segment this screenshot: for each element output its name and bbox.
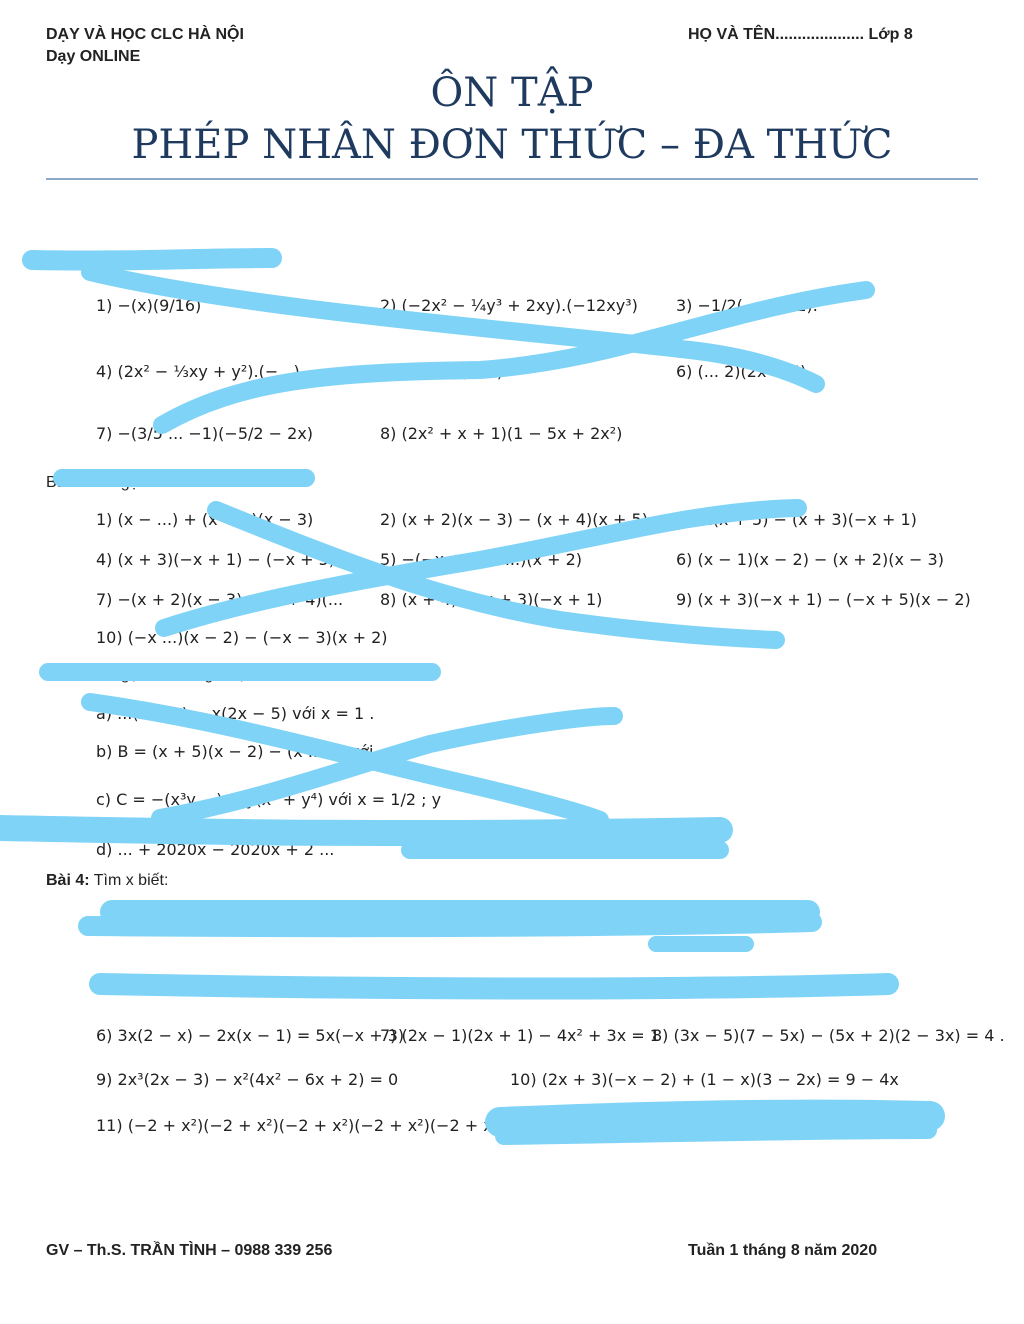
bai2-item-5: 5) −(−x + 5)(x ...)(x + 2) xyxy=(380,550,583,569)
school-name: DẠY VÀ HỌC CLC HÀ NỘI xyxy=(46,26,244,43)
bai2-item-8: 8) (x + 4)(... x + 3)(−x + 1) xyxy=(380,590,603,609)
bai2-item-1: 1) (x − ...) + (x + 2)(x − 3) xyxy=(96,510,314,529)
bai1-item-2: 2) (−2x² − ¼y³ + 2xy).(−12xy³) xyxy=(380,296,638,315)
bai4-label-text: Tìm x biết: xyxy=(93,872,169,889)
bai3-label: Bài 3: Rút gọn và tính giá trị các biểu thức sau: xyxy=(46,666,379,683)
bai2-item-2: 2) (x + 2)(x − 3) − (x + 4)(x + 5) xyxy=(380,510,648,529)
scribble-redact-bai4-11-b xyxy=(504,1130,928,1136)
scribble-redact-bai1 xyxy=(32,258,272,261)
bai4-item-9: 9) 2x³(2x − 3) − x²(4x² − 6x + 2) = 0 xyxy=(96,1070,399,1089)
bai1-item-5: 5) (1/2 ...)(... 3) xyxy=(380,362,504,381)
bai2-item-6: 6) (x − 1)(x − 2) − (x + 2)(x − 3) xyxy=(676,550,944,569)
bai3-item-c: c) C = −(x³y ...) + y(x⁴ + y⁴) với x = 1/2 ; y xyxy=(96,790,442,809)
bai1-item-8: 8) (2x² + x + 1)(1 − 5x + 2x²) xyxy=(380,424,623,443)
bai1-item-1: 1) −(x)(9/16) xyxy=(96,296,202,315)
bai4-item-8: 8) (3x − 5)(7 − 5x) − (5x + 2)(2 − 3x) = 4 . xyxy=(652,1026,1005,1045)
scribble-redact-bai4-4 xyxy=(100,984,888,989)
bai2-label: Bài 2: Rút gọn các biểu thức sau: xyxy=(46,474,283,491)
bai3-item-a: a) ...(x − 3) − x(2x − 5) với x = 1 . xyxy=(96,704,375,723)
scribble-redact-bai4-11 xyxy=(500,1115,930,1122)
bai2-item-10: 10) (−x ...)(x − 2) − (−x − 3)(x + 2) xyxy=(96,628,388,647)
bai4-item-11: 11) (−2 + x²)(−2 + x²)(−2 + x²)(−2 + x²)(−2 + x²) = 1 xyxy=(96,1116,540,1135)
bai2-item-7: 7) −(x + 2)(x − 3) − (x + 4)(... xyxy=(96,590,344,609)
bai2-item-9: 9) (x + 3)(−x + 1) − (−x + 5)(x − 2) xyxy=(676,590,971,609)
page-title: ÔN TẬP xyxy=(430,70,594,116)
bai1-item-3: 3) −1/2(... x + 1). xyxy=(676,296,818,315)
teaching-mode: Dạy ONLINE xyxy=(46,48,141,65)
footer-teacher: GV – Th.S. TRẦN TÌNH – 0988 339 256 xyxy=(46,1242,333,1259)
scribble-redact-bai3-d xyxy=(0,828,720,833)
bai1-item-7: 7) −(3/5 ... −1)(−5/2 − 2x) xyxy=(96,424,314,443)
page-subtitle: PHÉP NHÂN ĐƠN THỨC – ĐA THỨC xyxy=(131,122,893,168)
bai4-item-7: 7) (2x − 1)(2x + 1) − 4x² + 3x = 1 xyxy=(380,1026,660,1045)
bai2-item-4: 4) (x + 3)(−x + 1) − (−x + 5)(... xyxy=(96,550,357,569)
bai2-item-3: 3) ...(x + 5) − (x + 3)(−x + 1) xyxy=(676,510,917,529)
bai4-item-6: 6) 3x(2 − x) − 2x(x − 1) = 5x(−x + 3) xyxy=(96,1026,405,1045)
footer-date: Tuần 1 tháng 8 năm 2020 xyxy=(688,1242,878,1259)
bai1-item-4: 4) (2x² − ⅓xy + y²).(−...) xyxy=(96,362,300,381)
bai4-item-10: 10) (2x + 3)(−x − 2) + (1 − x)(3 − 2x) = 9 − 4x xyxy=(510,1070,899,1089)
name-field: HỌ VÀ TÊN.................... Lớp 8 xyxy=(688,26,913,43)
bai3-item-d: d) ... + 2020x − 2020x + 2 ... xyxy=(96,840,335,859)
scribble-redact-bai4-2 xyxy=(88,922,812,927)
bai3-item-b: b) B = (x + 5)(x − 2) − (x ... 7) với ... xyxy=(96,742,394,761)
bai4-label: Bài 4: xyxy=(46,872,90,889)
scribble-cross-bai2-a xyxy=(216,510,776,640)
bai1-item-6: 6) (... 2)(2x − 5) xyxy=(676,362,807,381)
